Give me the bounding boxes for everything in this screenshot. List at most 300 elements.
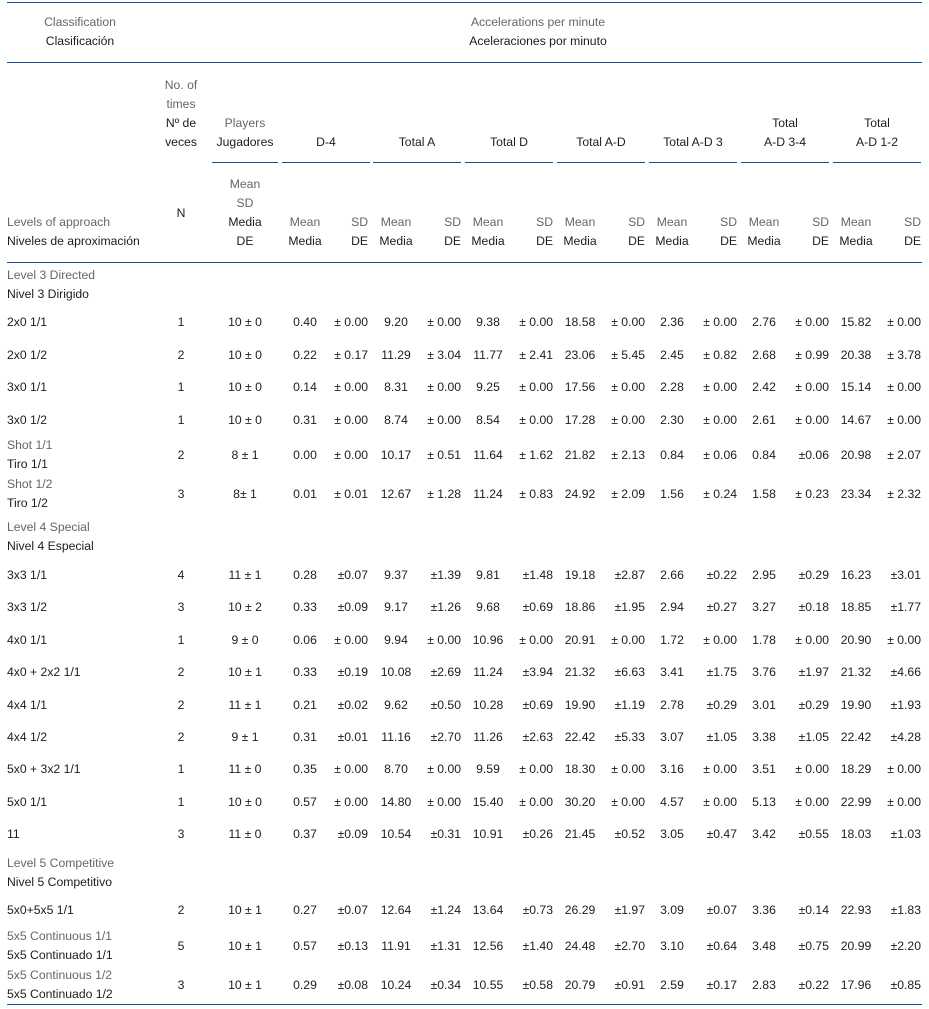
row-mean-value: 0.29 [293,978,317,992]
row-n: 1 [177,380,185,394]
row-sd-value: ± 3.78 [887,348,921,362]
row-sd-value: ± 0.99 [795,348,829,362]
row-players: 11 ± 1 [228,698,262,712]
row-mean-value: 0.22 [293,348,317,362]
row-sd-value: ±1.05 [798,730,829,744]
row-players: 10 ± 0 [228,315,262,329]
row-sd-value: ± 0.00 [611,315,645,329]
row-mean-value: 11.77 [473,348,503,362]
row-mean-value: 1.78 [752,633,776,647]
row-label: 3x0 1/1 [7,380,47,394]
row-mean-value: 0.14 [293,380,317,394]
row-mean-value: 0.84 [752,448,776,462]
row-mean-value: 9.20 [384,315,408,329]
row-mean-value: 20.90 [840,633,872,647]
row-mean-value: 3.27 [752,600,776,614]
row-sd-value: ±0.27 [706,600,737,614]
row-label: 4x4 1/2 [7,730,47,744]
row-mean-value: 22.42 [840,730,872,744]
row-players: 10 ± 0 [228,348,262,362]
row-mean-value: 0.33 [293,665,317,679]
subheader-rule [7,262,922,263]
row-sd-value: ±0.09 [337,827,368,841]
row-mean-value: 2.78 [660,698,684,712]
row-mean-value: 0.57 [293,939,317,953]
row-mean-value: 16.23 [840,568,872,582]
row-sd-value: ±3.01 [890,568,921,582]
row-sd-value: ± 0.00 [795,762,829,776]
row-players: 11 ± 1 [228,568,262,582]
row-label-es: Tiro 1/1 [7,457,48,471]
row-sd-value: ±0.47 [706,827,737,841]
mean-label-es: Media [655,234,689,248]
row-mean-value: 20.91 [564,633,596,647]
row-sd-value: ± 2.32 [887,487,921,501]
row-sd-value: ±0.17 [706,978,737,992]
row-sd-value: ± 0.00 [611,380,645,394]
row-players: 10 ± 1 [228,978,262,992]
row-sd-value: ± 0.00 [334,413,368,427]
row-mean-value: 8.74 [384,413,408,427]
row-mean-value: 0.31 [293,413,317,427]
row-n: 2 [177,348,185,362]
row-mean-value: 2.30 [660,413,684,427]
row-sd-value: ± 0.06 [703,448,737,462]
row-label-es: Tiro 1/2 [7,496,48,510]
row-mean-value: 0.01 [293,487,317,501]
row-mean-value: 3.10 [660,939,684,953]
row-sd-value: ± 0.00 [795,795,829,809]
group-underline-7 [833,162,921,163]
row-sd-value: ± 0.00 [334,448,368,462]
row-mean-value: 1.72 [660,633,684,647]
row-sd-value: ± 1.62 [519,448,553,462]
row-mean-value: 0.28 [293,568,317,582]
row-mean-value: 22.99 [840,795,872,809]
row-sd-value: ±1.97 [798,665,829,679]
sd-label-en: SD [351,215,368,229]
row-mean-value: 3.07 [660,730,684,744]
n-label: N [176,206,186,220]
row-mean-value: 24.92 [564,487,596,501]
row-n: 1 [177,762,185,776]
row-sd-value: ± 0.00 [334,795,368,809]
row-sd-value: ± 0.51 [427,448,461,462]
row-players: 10 ± 1 [228,665,262,679]
row-mean-value: 8.70 [384,762,408,776]
row-sd-value: ±0.85 [890,978,921,992]
row-sd-value: ± 0.00 [887,633,921,647]
levels-label-es: Niveles de aproximación [7,234,140,248]
row-sd-value: ±0.58 [522,978,553,992]
group-underline-3 [465,162,553,163]
row-label: 11 [7,827,20,841]
mean-label-en: Mean [656,215,688,229]
row-label-en: 5x5 Continuous 1/1 [7,929,113,943]
row-mean-value: 0.37 [293,827,317,841]
row-sd-value: ± 0.24 [703,487,737,501]
row-mean-value: 10.24 [380,978,412,992]
group-header-6-line1: Total [772,116,798,130]
players-stat-en-1: Mean [229,177,261,191]
row-sd-value: ±0.91 [614,978,645,992]
row-sd-value: ± 0.00 [427,380,461,394]
row-sd-value: ± 0.00 [519,380,553,394]
row-mean-value: 21.45 [564,827,596,841]
row-n: 3 [177,600,185,614]
accelerations-label-es: Aceleraciones por minuto [469,34,607,48]
row-mean-value: 19.90 [564,698,596,712]
row-sd-value: ± 0.00 [519,413,553,427]
times-label-es-1: Nº de [165,116,197,130]
row-mean-value: 11.91 [381,939,411,953]
mean-label-es: Media [563,234,597,248]
row-sd-value: ±0.14 [798,903,829,917]
row-players: 10 ± 0 [228,413,262,427]
row-sd-value: ±0.75 [798,939,829,953]
group-header-2: Total A [398,135,436,149]
group-underline-1 [282,162,370,163]
row-sd-value: ±0.18 [798,600,829,614]
row-mean-value: 15.14 [840,380,872,394]
mean-label-es: Media [379,234,413,248]
row-sd-value: ±0.02 [337,698,368,712]
row-players: 11 ± 0 [228,827,262,841]
sd-label-es: DE [628,234,645,248]
row-mean-value: 18.29 [840,762,872,776]
row-mean-value: 2.42 [752,380,776,394]
row-mean-value: 2.68 [752,348,776,362]
row-mean-value: 2.36 [660,315,684,329]
row-mean-value: 9.59 [476,762,500,776]
row-mean-value: 12.64 [380,903,412,917]
row-sd-value: ±1.97 [614,903,645,917]
row-players: 11 ± 0 [228,762,262,776]
row-sd-value: ±0.07 [337,568,368,582]
row-mean-value: 21.32 [840,665,872,679]
row-sd-value: ± 0.00 [703,380,737,394]
sd-label-es: DE [351,234,368,248]
mean-label-es: Media [839,234,873,248]
row-mean-value: 20.79 [564,978,596,992]
row-label: 5x0 + 3x2 1/1 [7,762,81,776]
row-mean-value: 0.84 [660,448,684,462]
row-sd-value: ±0.73 [522,903,553,917]
section-title-en: Level 5 Competitive [7,856,115,870]
row-mean-value: 3.01 [752,698,776,712]
row-label: 3x3 1/2 [7,600,47,614]
row-sd-value: ±2.69 [430,665,461,679]
row-sd-value: ±2.63 [522,730,553,744]
row-sd-value: ±0.13 [337,939,368,953]
row-mean-value: 9.81 [476,568,500,582]
row-sd-value: ± 0.00 [703,795,737,809]
row-sd-value: ± 0.00 [427,633,461,647]
row-mean-value: 0.31 [293,730,317,744]
row-mean-value: 18.85 [840,600,872,614]
row-mean-value: 21.82 [564,448,596,462]
row-sd-value: ±1.05 [706,730,737,744]
group-header-1: D-4 [316,135,336,149]
row-mean-value: 9.94 [384,633,408,647]
row-n: 2 [177,698,185,712]
row-mean-value: 2.45 [660,348,684,362]
mean-label-en: Mean [380,215,412,229]
row-mean-value: 20.99 [840,939,872,953]
row-sd-value: ± 0.00 [887,315,921,329]
row-sd-value: ±0.64 [706,939,737,953]
section-title-en: Level 4 Special [7,520,90,534]
row-sd-value: ±0.09 [337,600,368,614]
row-sd-value: ±0.07 [337,903,368,917]
row-label: 3x3 1/1 [7,568,47,582]
row-sd-value: ±4.28 [890,730,921,744]
row-mean-value: 1.58 [752,487,776,501]
row-mean-value: 9.17 [384,600,408,614]
row-label: 5x0 1/1 [7,795,47,809]
row-mean-value: 14.80 [380,795,412,809]
group-header-4: Total A-D [576,135,626,149]
row-mean-value: 2.83 [752,978,776,992]
row-n: 4 [177,568,185,582]
row-n: 1 [177,413,185,427]
row-sd-value: ± 0.01 [334,487,368,501]
row-n: 3 [177,827,185,841]
row-mean-value: 18.30 [564,762,596,776]
row-mean-value: 24.48 [564,939,596,953]
row-sd-value: ± 0.00 [427,762,461,776]
row-sd-value: ±0.31 [430,827,461,841]
row-mean-value: 13.64 [472,903,504,917]
group-header-6-line2: A-D 3-4 [764,135,806,149]
row-mean-value: 2.94 [660,600,684,614]
row-mean-value: 18.03 [840,827,872,841]
row-sd-value: ±0.22 [706,568,737,582]
row-sd-value: ±1.31 [430,939,461,953]
row-sd-value: ±0.06 [798,448,829,462]
row-mean-value: 5.13 [752,795,776,809]
row-label: 4x4 1/1 [7,698,47,712]
row-mean-value: 10.55 [472,978,504,992]
row-mean-value: 11.24 [473,487,503,501]
times-label-es-2: veces [165,135,197,149]
row-sd-value: ±0.07 [706,903,737,917]
bottom-rule [7,1004,922,1005]
row-mean-value: 10.54 [380,827,412,841]
row-mean-value: 8.54 [476,413,500,427]
row-mean-value: 12.56 [472,939,504,953]
players-underline [212,162,278,163]
row-sd-value: ± 0.00 [795,413,829,427]
sd-label-es: DE [904,234,921,248]
row-sd-value: ± 0.00 [611,795,645,809]
row-mean-value: 9.25 [476,380,500,394]
row-label: 2x0 1/1 [7,315,47,329]
row-sd-value: ±2.20 [890,939,921,953]
row-sd-value: ±1.48 [522,568,553,582]
row-sd-value: ±0.22 [798,978,829,992]
row-sd-value: ± 1.28 [427,487,461,501]
row-sd-value: ± 0.00 [334,762,368,776]
row-mean-value: 15.40 [472,795,504,809]
sd-label-en: SD [812,215,829,229]
row-n: 2 [177,665,185,679]
row-mean-value: 3.36 [752,903,776,917]
row-sd-value: ±3.94 [522,665,553,679]
row-mean-value: 3.42 [752,827,776,841]
row-n: 1 [177,633,185,647]
row-mean-value: 0.33 [293,600,317,614]
mean-label-es: Media [747,234,781,248]
players-stat-es-2: DE [236,234,254,248]
row-mean-value: 20.38 [840,348,872,362]
row-sd-value: ± 0.00 [519,315,553,329]
row-mean-value: 2.28 [660,380,684,394]
row-mean-value: 0.27 [293,903,317,917]
row-sd-value: ±0.69 [522,600,553,614]
row-players: 10 ± 2 [228,600,262,614]
row-players: 10 ± 1 [228,939,262,953]
row-mean-value: 0.06 [293,633,317,647]
group-underline-5 [649,162,737,163]
row-mean-value: 8.31 [384,380,408,394]
row-mean-value: 0.00 [293,448,317,462]
row-sd-value: ±1.77 [890,600,921,614]
mean-label-en: Mean [748,215,780,229]
row-sd-value: ± 2.09 [611,487,645,501]
row-sd-value: ± 3.04 [427,348,461,362]
row-mean-value: 9.62 [384,698,408,712]
header-rule [7,62,922,63]
group-underline-4 [557,162,645,163]
row-sd-value: ± 0.00 [795,380,829,394]
sd-label-es: DE [536,234,553,248]
row-mean-value: 10.96 [472,633,504,647]
sd-label-en: SD [536,215,553,229]
row-n: 2 [177,903,185,917]
row-sd-value: ± 0.00 [887,380,921,394]
group-header-5: Total A-D 3 [663,135,723,149]
row-sd-value: ± 2.41 [519,348,553,362]
row-mean-value: 3.38 [752,730,776,744]
row-mean-value: 14.67 [840,413,872,427]
row-mean-value: 11.16 [381,730,411,744]
row-mean-value: 9.38 [476,315,500,329]
row-mean-value: 0.40 [293,315,317,329]
group-header-7-line1: Total [864,116,890,130]
sd-label-en: SD [720,215,737,229]
row-mean-value: 17.96 [840,978,872,992]
row-players: 8 ± 1 [231,448,259,462]
row-mean-value: 2.76 [752,315,776,329]
row-sd-value: ± 5.45 [611,348,645,362]
row-sd-value: ±2.70 [430,730,461,744]
row-sd-value: ± 0.00 [611,633,645,647]
row-mean-value: 4.57 [660,795,684,809]
row-mean-value: 19.90 [840,698,872,712]
row-mean-value: 0.21 [293,698,317,712]
row-sd-value: ±0.52 [614,827,645,841]
row-mean-value: 23.34 [840,487,872,501]
row-players: 8± 1 [233,487,257,501]
row-sd-value: ±0.34 [430,978,461,992]
row-sd-value: ±0.29 [706,698,737,712]
row-label-es: 5x5 Continuado 1/1 [7,948,113,962]
row-sd-value: ± 2.07 [887,448,921,462]
mean-label-es: Media [471,234,505,248]
row-sd-value: ±2.87 [614,568,645,582]
row-label-en: Shot 1/2 [7,477,53,491]
row-sd-value: ±1.19 [614,698,645,712]
sd-label-es: DE [444,234,461,248]
row-sd-value: ± 0.83 [519,487,553,501]
row-mean-value: 9.37 [384,568,408,582]
row-mean-value: 9.68 [476,600,500,614]
classification-label-es: Clasificación [45,34,115,48]
row-sd-value: ± 0.00 [703,413,737,427]
sd-label-en: SD [904,215,921,229]
row-mean-value: 22.93 [840,903,872,917]
row-sd-value: ± 0.00 [887,762,921,776]
row-sd-value: ± 0.23 [795,487,829,501]
row-mean-value: 19.18 [564,568,596,582]
section-title-es: Nivel 4 Especial [7,539,94,553]
row-mean-value: 3.51 [752,762,776,776]
row-n: 1 [177,315,185,329]
row-label: 2x0 1/2 [7,348,47,362]
row-mean-value: 2.95 [752,568,776,582]
row-sd-value: ± 0.00 [611,413,645,427]
section-title-en: Level 3 Directed [7,268,96,282]
row-sd-value: ±1.75 [706,665,737,679]
group-underline-6 [741,162,829,163]
row-sd-value: ±0.29 [798,698,829,712]
mean-label-en: Mean [564,215,596,229]
row-mean-value: 11.64 [473,448,503,462]
row-sd-value: ±0.55 [798,827,829,841]
times-label-en-1: No. of [164,78,198,92]
row-players: 10 ± 0 [228,380,262,394]
row-label-es: 5x5 Continuado 1/2 [7,987,113,1001]
row-n: 3 [177,487,185,501]
row-label: 3x0 1/2 [7,413,47,427]
row-mean-value: 12.67 [380,487,412,501]
row-sd-value: ±0.29 [798,568,829,582]
row-n: 2 [177,730,185,744]
row-sd-value: ± 0.82 [703,348,737,362]
row-mean-value: 23.06 [564,348,596,362]
row-sd-value: ± 0.00 [887,413,921,427]
row-sd-value: ± 0.00 [703,633,737,647]
row-n: 2 [177,448,185,462]
row-mean-value: 2.61 [752,413,776,427]
row-players: 9 ± 0 [231,633,259,647]
row-sd-value: ± 0.00 [519,633,553,647]
sd-label-en: SD [628,215,645,229]
row-sd-value: ±2.70 [614,939,645,953]
row-sd-value: ± 0.17 [334,348,368,362]
top-rule [7,2,922,3]
mean-label-en: Mean [840,215,872,229]
row-n: 5 [177,939,185,953]
row-mean-value: 3.76 [752,665,776,679]
row-mean-value: 3.41 [660,665,684,679]
row-mean-value: 18.58 [564,315,596,329]
sd-label-es: DE [812,234,829,248]
row-mean-value: 10.28 [472,698,504,712]
accelerations-label-en: Accelerations per minute [470,15,606,29]
row-mean-value: 0.35 [293,762,317,776]
